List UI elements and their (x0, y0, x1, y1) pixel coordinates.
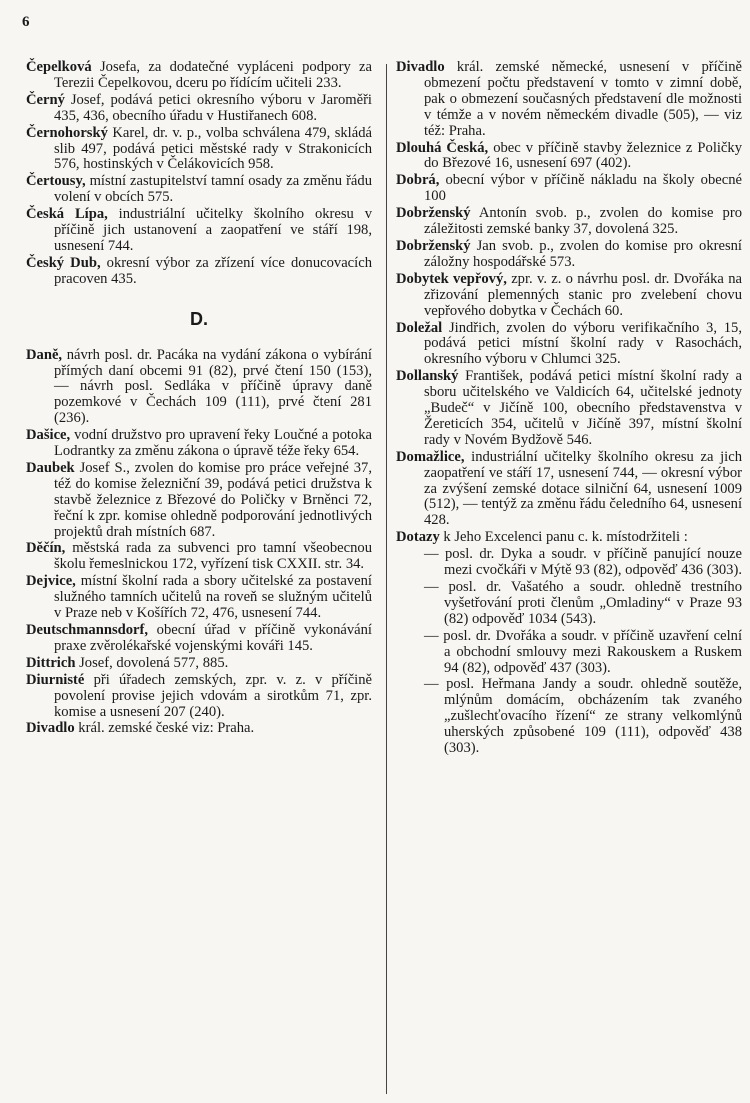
entry-text: industriální učitelky školního okresu v příčině jich ustanovení a zaopatření ve stáří 198, usnesení 744. (54, 206, 372, 254)
entry-heading: Dobrá, (396, 172, 440, 189)
entry-text: František, podává petici místní školní rady a sboru učitelského ve Valdicích 64, učitelské jednoty „Budeč“ v Jičíně 100, obecního představenstva v Žereticích 354, učitelů v Jičíně 397, místní školní rady v Novém Bydžově 546. (424, 368, 742, 448)
index-entry (26, 348, 372, 428)
index-entry (396, 450, 742, 530)
entry-text: místní školní rada a sbory učitelské za postavení služného tamních učitelů na roveň se služným učitelů v Praze neb v Košířích 72, 476, usnesení 744. (54, 573, 372, 622)
entry-heading: Česká Lípa, (26, 206, 108, 223)
index-entry (26, 428, 372, 460)
index-entry (26, 673, 372, 721)
index-entry (26, 656, 372, 672)
entry-text: obecní úřad v příčině vykonávání praxe zvěrolékařské vojenskými kováři 145. (54, 622, 372, 654)
left-column (26, 60, 372, 738)
entry-text: zpr. v. z. o návrhu posl. dr. Dvořáka na zřizování plemenných stanic pro zvelebení chovu vepřového dobytka v Čechách 60. (424, 270, 742, 319)
entry-heading: Doležal (396, 319, 443, 336)
index-entry (396, 60, 742, 140)
index-entry (396, 206, 742, 238)
entry-text: vodní družstvo pro upravení řeky Loučné a potoka Lodrantky za změnu zákona o úpravě téže řeky 654. (54, 427, 372, 460)
entry-text: při úřadech zemských, zpr. v. z. v příčině povolení provise jejich vdovám a sirotkům 71, zpr. komise a usnesení 207 (240). (54, 671, 372, 720)
right-column (396, 60, 742, 758)
entry-heading: Divadlo (26, 720, 75, 737)
entry-text: král. zemské německé, usnesení v příčině obmezení počtu představení v tomto v zimní době, pak o obmezení současných představení dle možnosti v témže a v novém německém divadle (505), — viz též: Praha. (424, 59, 742, 139)
index-entry (26, 721, 372, 737)
entry-heading: Daubek (26, 459, 75, 476)
entry-heading: Dobytek vepřový, (396, 270, 507, 287)
entry-heading: Černohorský (26, 124, 108, 141)
index-entry (26, 174, 372, 206)
entry-heading: Dejvice, (26, 573, 76, 590)
entry-heading: Dašice, (26, 427, 71, 444)
index-entry (26, 541, 372, 573)
entry-heading: Dobrženský (396, 237, 471, 254)
entry-text: král. zemské české viz: Praha. (74, 720, 255, 737)
sub-entry: — posl. Heřmana Jandy a soudr. ohledně soutěže, mlýnům domácím, obcházením tak zvaného „zušlechťovacího řízení“ ze strany velkomlýnů uherských způsobené 109 (111), odpověď 438 (303). (424, 676, 742, 757)
entry-text: návrh posl. dr. Pacáka na vydání zákona o vybírání přímých daní obcemi 91 (82), prvé čtení 150 (153), — návrh posl. Sedláka v příčině úpravy daně pozemkové v Čechách 109 (111), prvé čtení 281 (236). (54, 346, 372, 427)
entry-heading: Divadlo (396, 59, 445, 75)
entry-text: Karel, dr. v. p., volba schválena 479, skládá slib 497, podává petici městské rady v Strakonicích 576, hostinských v Čelákovicích 958. (54, 124, 372, 173)
entry-heading: Černý (26, 91, 65, 108)
entry-text: obec v příčině stavby železnice z Poličky do Březové 16, usnesení 697 (402). (424, 139, 742, 172)
entry-text: místní zastupitelství tamní osady za změnu řádu volení v obcích 575. (54, 173, 372, 206)
entry-text: industriální učitelky školního okresu za jich zaopatření ve stáří 17, usnesení 744, — okresní výbor za zvýšení zemské dotace silniční 64, usnesení 1009 (512), — tentýž za změnu řádu čeledního 64, usnesení 428. (424, 448, 742, 529)
entry-heading: Diurnisté (26, 671, 85, 688)
index-entry (26, 126, 372, 174)
index-entry (396, 530, 742, 546)
entry-text: Josefa, za dodatečné vypláceni podpory za Terezii Čepelkovou, dceru po řídícím učiteli 233. (54, 59, 372, 91)
index-entry (26, 256, 372, 288)
index-entry (26, 574, 372, 622)
entry-heading: Český Dub, (26, 254, 101, 271)
sub-entry: — posl. dr. Vašatého a soudr. ohledně trestního vyšetřování proti členům „Omladiny“ v Praze 93 (82) odpověď 1034 (543). (424, 579, 742, 627)
entry-text: Josef, dovolená 577, 885. (75, 654, 229, 671)
entry-heading: Deutschmannsdorf, (26, 622, 149, 638)
entry-text: Jan svob. p., zvolen do komise pro okresní záložny hospodářské 573. (424, 237, 742, 270)
entry-heading: Dittrich (26, 654, 76, 671)
index-entry (26, 461, 372, 541)
index-entry (396, 173, 742, 205)
index-entry (396, 321, 742, 369)
page-number: 6 (22, 14, 30, 30)
section-letter: D. (190, 308, 208, 329)
index-entry (26, 207, 372, 255)
index-entry (396, 239, 742, 271)
entry-text: Jindřich, zvolen do výboru verifikačního 3, 15, podává petici místní školní rady v Rasochách, okresního výboru v Chlumci 325. (424, 319, 742, 368)
entry-heading: Domažlice, (396, 448, 465, 465)
entry-text: Josef S., zvolen do komise pro práce veřejné 37, též do komise železniční 39, podává petici družstva k stavbě železnice z Březové do Poličky v Brněnci 72, řeční k zpr. komise ohledně podporování jednotlivých projektů drah místních 687. (54, 459, 372, 540)
entry-heading: Děčín, (26, 540, 66, 557)
entry-text: Josef, podává petici okresního výboru v Jaroměři 435, 436, obecního úřadu v Hustiřanech 608. (54, 91, 372, 124)
entry-heading: Dlouhá Česká, (396, 139, 489, 156)
entry-heading: Dobrženský (396, 205, 471, 222)
index-entry (26, 93, 372, 125)
entry-heading: Čepelková (26, 59, 92, 75)
entry-heading: Dollanský (396, 368, 459, 385)
index-entry (26, 60, 372, 92)
entry-text: obecní výbor v příčině nákladu na školy obecné 100 (424, 172, 742, 205)
entry-heading: Daně, (26, 346, 63, 363)
entry-heading: Čertousy, (26, 173, 86, 190)
sub-entry: — posl. dr. Dvořáka a soudr. v příčině uzavření celní a obchodní smlouvy mezi Rakouskem a Ruskem 94 (82), odpověď 437 (303). (424, 627, 742, 676)
index-entry (26, 623, 372, 655)
index-entry (396, 272, 742, 320)
entry-text: Antonín svob. p., zvolen do komise pro záležitosti zemské banky 37, dovolená 325. (424, 205, 742, 238)
index-entry (396, 141, 742, 173)
column-divider (386, 64, 387, 1094)
sub-entry: — posl. dr. Dyka a soudr. v příčině panující nouze mezi cvočkáři v Mýtě 93 (82), odpověď 436 (303). (424, 546, 742, 579)
entry-heading: Dotazy (396, 529, 440, 546)
index-entry (396, 369, 742, 449)
entry-text: okresní výbor za zřízení více donucovacích pracoven 435. (54, 254, 372, 287)
entry-text: městská rada za subvenci pro tamní všeobecnou školu řemeslnickou 172, vyřízení tisk CXXII. str. 34. (54, 540, 372, 573)
entry-text: k Jeho Excelenci panu c. k. místodržiteli : (439, 529, 688, 546)
